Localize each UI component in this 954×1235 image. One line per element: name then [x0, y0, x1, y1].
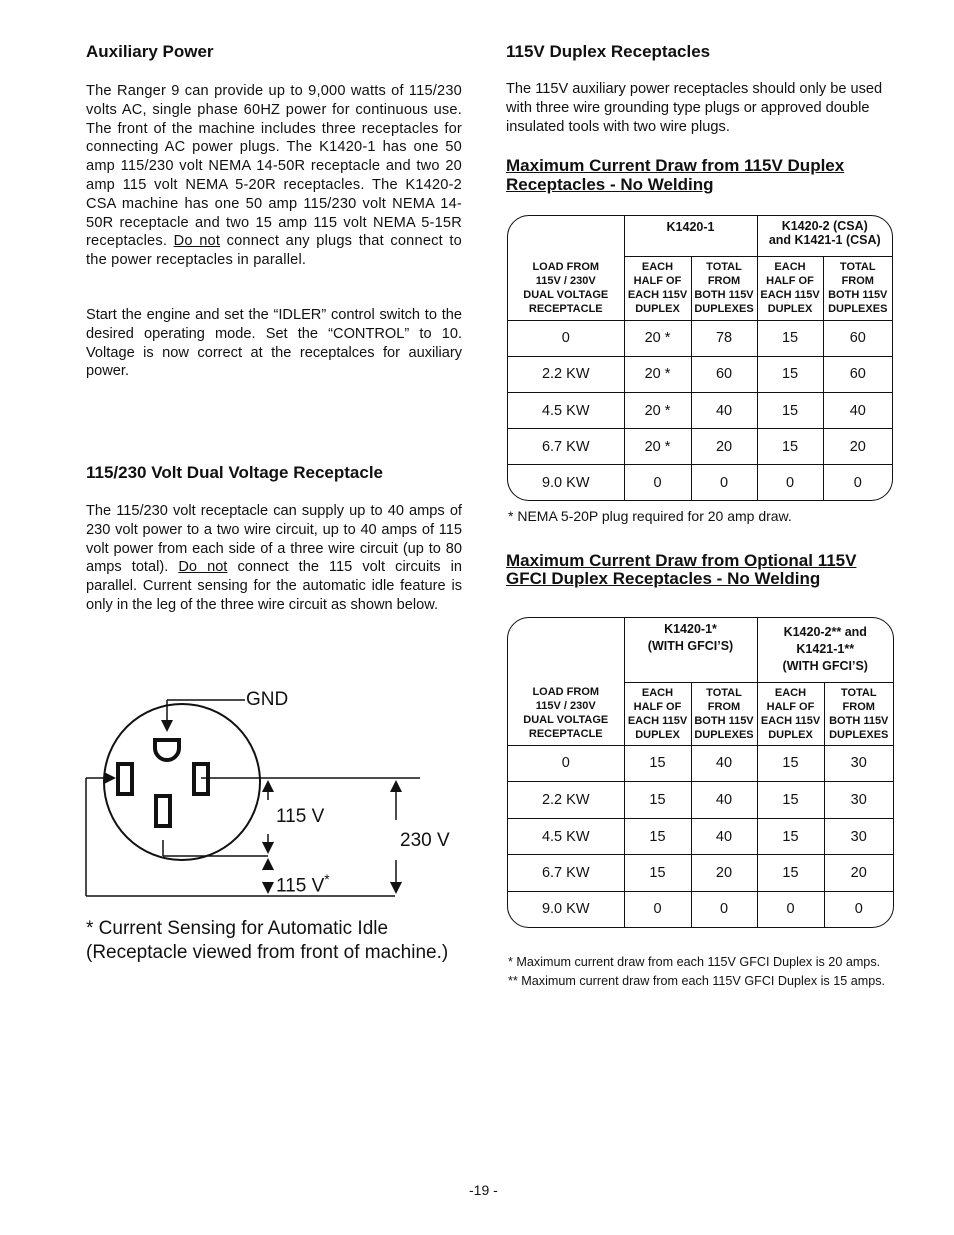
table1-header-each-2-text: EACH HALF OF EACH 115V DUPLEX [760, 261, 820, 315]
table1-cell: 15 [757, 392, 823, 428]
label-230v: 230 V [400, 830, 450, 851]
table2-row [508, 891, 893, 927]
aux-p1-do-not: Do not [173, 233, 221, 250]
table2-cell: 0 [691, 891, 757, 927]
table2-cell: 15 [624, 855, 691, 892]
table1-cell: 9.0 KW [508, 465, 624, 500]
table1-cell: 60 [823, 320, 892, 356]
table1-header-total-1-text: TOTAL FROM BOTH 115V DUPLEXES [694, 261, 754, 315]
table2-cell: 15 [757, 818, 824, 855]
table1-corner [508, 216, 624, 256]
table2-cell: 30 [824, 782, 893, 819]
table2-cell: 40 [691, 818, 757, 855]
table1-header-total-2-text: TOTAL FROM BOTH 115V DUPLEXES [828, 261, 888, 315]
table2-cell: 15 [757, 745, 824, 782]
table1-header-each-2 [757, 256, 823, 320]
table2-cell: 40 [691, 745, 757, 782]
left-slot [118, 764, 132, 794]
table2-cell: 15 [757, 782, 824, 819]
table2-header-total-2 [824, 682, 893, 745]
table2-cell: 6.7 KW [508, 855, 624, 892]
table1-grid [508, 216, 892, 500]
table2-cell: 15 [624, 818, 691, 855]
ground-slot [155, 740, 179, 760]
table2-group-k1420-2 [757, 618, 893, 682]
table2-header-each-1-text: EACH HALF OF EACH 115V DUPLEX [627, 686, 688, 741]
table2-cell: 30 [824, 745, 893, 782]
table2-cell: 15 [757, 855, 824, 892]
table2-row [508, 818, 893, 855]
table2-cell: 0 [508, 745, 624, 782]
table1-cell: 20 * [624, 320, 691, 356]
table2-group2-line3: (WITH GFCI’S) [782, 659, 868, 673]
table2-row [508, 745, 893, 782]
duplex-heading: 115V Duplex Receptacles [506, 42, 711, 61]
dual-p-do-not: Do not [178, 559, 228, 576]
table1-group-row [508, 216, 892, 256]
table1-cell: 40 [823, 392, 892, 428]
label-115v-bottom [276, 867, 330, 898]
table1-cell: 0 [508, 320, 624, 356]
table2-row [508, 782, 893, 819]
table2-cell: 0 [757, 891, 824, 927]
table1-cell: 15 [757, 320, 823, 356]
table1-header-total-2 [823, 256, 892, 320]
table1-cell: 2.2 KW [508, 356, 624, 392]
table1-cell: 20 * [624, 429, 691, 465]
table1-header-row [508, 256, 892, 320]
gnd-label: GND [246, 689, 289, 710]
table2-header-total-1 [691, 682, 757, 745]
table1-header-total-1 [691, 256, 757, 320]
aux-power-heading: Auxiliary Power [86, 42, 214, 61]
table1-row [508, 320, 892, 356]
table2-cell: 9.0 KW [508, 891, 624, 927]
table1-cell: 0 [624, 465, 691, 500]
aux-power-paragraph-2: Start the engine and set the “IDLER” control switch to the desired operating mode. Set the “CONTROL” to 10. Voltage is now correct at the receptalces for auxiliary power. [86, 307, 462, 380]
table2-title-line-1: Maximum Current Draw from Optional 115V [506, 551, 857, 570]
dual-p-text-a: The 115/230 volt receptacle can supply up to 40 amps of 230 volt power to a two wire circuit, up to 40 amps of 115 volt power from each side of a three wire circuit (up to 80 amps total). [86, 503, 462, 576]
table1-cell: 20 [823, 429, 892, 465]
table2-group2-line1: K1420-2** and [783, 625, 867, 639]
table2-gfci-current [507, 617, 894, 928]
table1-cell: 20 [691, 429, 757, 465]
table1-header-each-1-text: EACH HALF OF EACH 115V DUPLEX [627, 261, 688, 315]
table1-cell: 15 [757, 356, 823, 392]
current-sensing-star: * [324, 871, 330, 887]
table2-row [508, 855, 893, 892]
table1-group-k1420-1: K1420-1 [624, 216, 757, 256]
label-115v-bottom-text: 115 V [276, 875, 325, 897]
table1-cell: 15 [757, 429, 823, 465]
table2-header-each-1 [624, 682, 691, 745]
aux-power-paragraph-1 [86, 82, 462, 270]
diagram-caption-2: (Receptacle viewed from front of machine.) [86, 942, 449, 963]
table2-cell: 4.5 KW [508, 818, 624, 855]
label-115v-top: 115 V [276, 806, 325, 827]
table2-header-total-2-text: TOTAL FROM BOTH 115V DUPLEXES [829, 686, 889, 741]
table1-header-load [508, 256, 624, 320]
aux-p1-text-a: The Ranger 9 can provide up to 9,000 watts of 115/230 volts AC, single phase 60HZ power for continuous use. The front of the machine includes three receptacles for connecting AC power plugs. The K1420-1 has one 50 amp 115/230 volt NEMA 14-50R receptacle and two 20 amp 115 volt NEMA 5-20R receptacles. The K1420-2 CSA machine has one 50 amp 115/230 volt NEMA 14-50R receptacle and two 15 amp 115 volt NEMA 5-15R receptacles. [86, 83, 462, 250]
table1-row [508, 429, 892, 465]
table1-cell: 20 * [624, 356, 691, 392]
table2-header-row [508, 682, 893, 745]
table1-group-k1420-2 [757, 216, 892, 256]
table2-cell: 15 [624, 782, 691, 819]
table1-cell: 0 [691, 465, 757, 500]
table1-row [508, 465, 892, 500]
table1-cell: 60 [823, 356, 892, 392]
table1-cell: 0 [823, 465, 892, 500]
table2-cell: 2.2 KW [508, 782, 624, 819]
table2-grid [508, 618, 893, 927]
table1-cell: 20 * [624, 392, 691, 428]
neutral-slot [156, 796, 170, 826]
table2-header-each-2-text: EACH HALF OF EACH 115V DUPLEX [760, 686, 821, 741]
duplex-paragraph: The 115V auxiliary power receptacles should only be used with three wire grounding type plugs or approved double insulated tools with two wire plugs. [506, 81, 883, 135]
table1-title-line-1: Maximum Current Draw from 115V Duplex [506, 156, 845, 175]
right-slot [194, 764, 208, 794]
table2-group-row [508, 618, 893, 682]
table1-header-load-text: LOAD FROM 115V / 230V DUAL VOLTAGE RECEPTACLE [523, 260, 609, 315]
table2-cell: 15 [624, 745, 691, 782]
table2-cell: 40 [691, 782, 757, 819]
table2-corner [508, 618, 624, 682]
table1-row [508, 392, 892, 428]
dual-voltage-heading: 115/230 Volt Dual Voltage Receptacle [86, 463, 384, 482]
table2-group2-line2: K1421-1** [796, 642, 855, 656]
table2-cell: 20 [691, 855, 757, 892]
table2-cell: 0 [824, 891, 893, 927]
table2-footnote-1: * Maximum current draw from each 115V GFCI Duplex is 20 amps. [508, 955, 881, 969]
table1-cell: 6.7 KW [508, 429, 624, 465]
table1-group2-line1: K1420-2 (CSA) [781, 219, 868, 233]
table1-title-line-2: Receptacles - No Welding [506, 175, 714, 194]
table1-header-each-1 [624, 256, 691, 320]
dual-voltage-paragraph [86, 502, 462, 615]
dual-p-text-b: connect the 115 volt circuits in parallel. Current sensing for the automatic idle feature is only in the leg of the three wire circuit as shown below. [86, 559, 462, 613]
table2-group-k1420-1 [624, 618, 757, 682]
diagram-caption-1: * Current Sensing for Automatic Idle [86, 918, 389, 939]
aux-p1-text-b: connect any plugs that connect to the power receptacles in parallel. [86, 233, 462, 269]
table2-title-line-2: GFCI Duplex Receptacles - No Welding [506, 569, 821, 588]
table1-cell: 0 [757, 465, 823, 500]
table2-footnote-2: ** Maximum current draw from each 115V GFCI Duplex is 15 amps. [508, 974, 886, 988]
table1-cell: 4.5 KW [508, 392, 624, 428]
table2-header-load-text: LOAD FROM 115V / 230V DUAL VOLTAGE RECEPTACLE [523, 686, 609, 741]
table1-cell: 40 [691, 392, 757, 428]
table1-footnote: * NEMA 5-20P plug required for 20 amp draw. [508, 508, 792, 524]
table2-cell: 30 [824, 818, 893, 855]
table1-duplex-current [507, 215, 893, 501]
table1-cell: 60 [691, 356, 757, 392]
page-number: -19 - [469, 1182, 498, 1198]
table2-cell: 0 [624, 891, 691, 927]
table2-group1-line1: K1420-1* [664, 622, 717, 636]
table1-group2-line2: and K1421-1 (CSA) [768, 233, 881, 247]
table2-group1-line2: (WITH GFCI’S) [647, 639, 734, 653]
table2-header-total-1-text: TOTAL FROM BOTH 115V DUPLEXES [694, 686, 754, 741]
table1-row [508, 356, 892, 392]
table2-header-each-2 [757, 682, 824, 745]
table2-cell: 20 [824, 855, 893, 892]
receptacle-face [104, 704, 260, 860]
table2-header-load [508, 682, 624, 745]
table1-cell: 78 [691, 320, 757, 356]
